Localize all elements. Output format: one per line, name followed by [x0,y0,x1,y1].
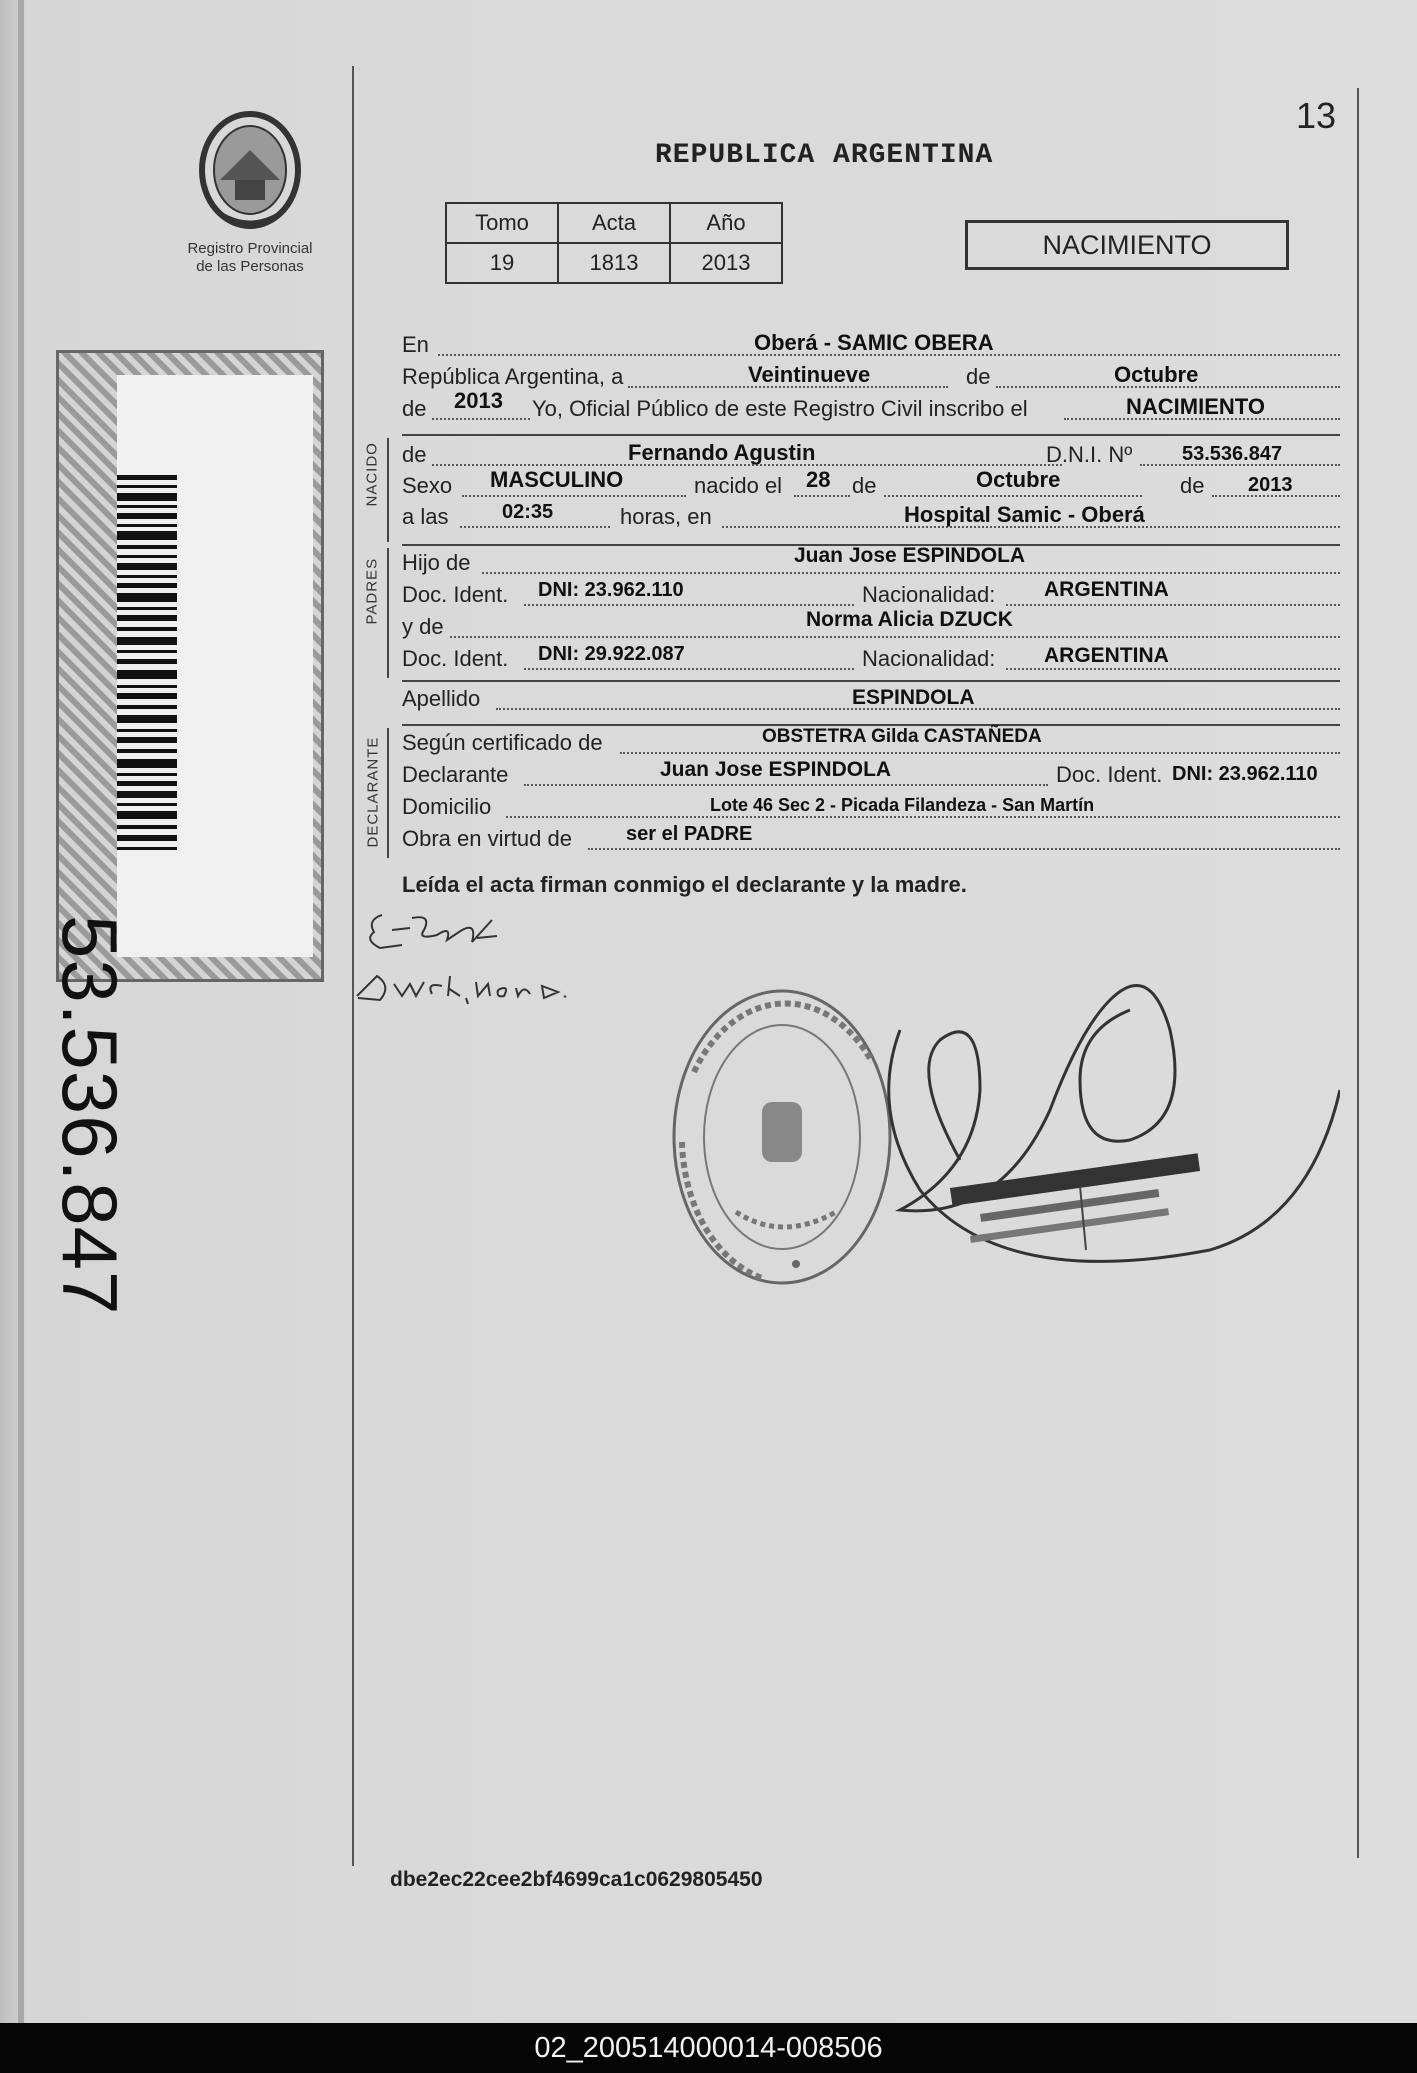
nacido-top-rule [402,434,1340,436]
nacido-dni: 53.536.847 [1182,443,1283,465]
seal-caption-line1: Registro Provincial [187,240,313,257]
declarante-line-1 [402,728,1340,758]
padres-line-1 [402,544,1340,578]
alas-label: a las [402,504,449,529]
intro-place: Oberá - SAMIC OBERA [754,330,994,355]
provincial-seal-icon [195,110,305,240]
barcode-bars [117,475,237,875]
acta-value: 1813 [558,243,670,283]
nacido-line-2 [402,467,1340,501]
nacido-name: Fernando Agustin [628,440,816,465]
provincial-seal [170,110,330,290]
oficial-text: Yo, Oficial Público de este Registro Civil inscribo el [532,396,1028,421]
page-left-edge [18,0,24,2023]
father-name: Juan Jose ESPINDOLA [794,544,1026,567]
footer-id-bar: 02_200514000014-008506 [0,2023,1417,2073]
anio-value: 2013 [670,243,782,283]
intro-day: Veintinueve [748,362,871,387]
mother-doc: DNI: 29.922.087 [538,643,685,665]
en-label: En [402,332,429,357]
republica-label: República Argentina, a [402,364,624,389]
y-de-label: y de [402,614,444,639]
padres-bottom-rule [402,680,1340,682]
padres-bracket [387,548,389,678]
apellido-line [402,684,1340,714]
tomo-value: 19 [446,243,558,283]
intro-year: 2013 [454,388,503,413]
apellido-value: ESPINDOLA [852,686,975,709]
nacido-section-label: NACIDO [363,442,381,507]
seal-caption-line2: de las Personas [196,258,304,275]
tomo-header: Tomo [446,203,558,243]
declarante-section-label: DECLARANTE [364,736,382,848]
nacido-day: 28 [806,467,831,492]
domicilio-label: Domicilio [402,794,492,819]
certificado-value: OBSTETRA Gilda CASTAÑEDA [762,726,1042,747]
nacido-place: Hospital Samic - Oberá [904,502,1145,527]
declarante-line-4 [402,824,1340,854]
father-nat-label: Nacionalidad: [862,582,996,607]
declarante-label: Declarante [402,762,509,787]
mother-nat-label: Nacionalidad: [862,646,996,671]
intro-month: Octubre [1114,362,1199,387]
padres-line-2 [402,580,1340,610]
declarante-signature [362,900,512,960]
declarante-line-3 [402,792,1340,822]
delegation-round-stamp [666,982,898,1292]
mother-nationality: ARGENTINA [1044,644,1169,667]
apellido-label: Apellido [402,686,481,711]
madre-signature [352,966,572,1010]
obra-label: Obra en virtud de [402,826,572,851]
intro-line-3 [402,388,1340,424]
registry-table [445,202,783,284]
declarante-name: Juan Jose ESPINDOLA [660,758,892,781]
nacido-de-label3: de [1180,473,1205,498]
nacido-line-3 [402,502,1340,532]
dni-label: D.N.I. Nº [1046,442,1133,467]
padres-section-label: PADRES [363,557,381,625]
acta-header: Acta [558,203,670,243]
nacido-sexo: MASCULINO [490,467,624,492]
page-number: 13 [1296,95,1337,136]
nacido-year: 2013 [1248,474,1293,496]
nacido-time: 02:35 [502,501,554,523]
intro-de-label2: de [402,396,427,421]
intro-de-label: de [966,364,991,389]
nacido-line-1 [402,440,1340,470]
nacido-el-label: nacido el [694,473,783,498]
obra-value: ser el PADRE [626,823,753,845]
barcode-label [46,375,313,1316]
anio-header: Año [670,203,782,243]
horas-label: horas, en [620,504,712,529]
father-doc-label: Doc. Ident. [402,582,509,607]
closing-statement: Leída el acta firman conmigo el declarante y la madre. [402,872,967,897]
right-margin-line [1357,88,1359,1858]
nacido-de-label2: de [852,473,877,498]
declarante-doc-label: Doc. Ident. [1056,762,1163,787]
mother-doc-label: Doc. Ident. [402,646,509,671]
act-type-box: NACIMIENTO [965,220,1289,270]
declarante-doc: DNI: 23.962.110 [1172,763,1318,785]
nacido-month: Octubre [976,467,1061,492]
father-nationality: ARGENTINA [1044,578,1169,601]
document-hash: dbe2ec22cee2bf4699ca1c0629805450 [390,1868,763,1891]
document-title: REPUBLICA ARGENTINA [655,140,994,171]
intro-line-2 [402,362,1340,392]
barcode-card [46,350,324,1316]
barcode-number: 53.536.847 [46,915,134,1316]
nacido-de-label: de [402,442,427,467]
padres-line-4 [402,644,1340,674]
domicilio-value: Lote 46 Sec 2 - Picada Filandeza - San Martín [710,795,1095,815]
sexo-label: Sexo [402,473,453,498]
padres-line-3 [402,608,1340,642]
intro-line-1 [402,330,1340,360]
father-doc: DNI: 23.962.110 [538,579,684,601]
nacido-bracket [387,438,389,542]
declarante-line-2 [402,760,1340,790]
mother-name: Norma Alicia DZUCK [806,608,1013,631]
declarante-bracket [387,728,389,858]
hijo-de-label: Hijo de [402,550,471,575]
intro-act: NACIMIENTO [1126,394,1265,419]
segun-label: Según certificado de [402,730,603,755]
official-signature-stamp [880,970,1340,1290]
